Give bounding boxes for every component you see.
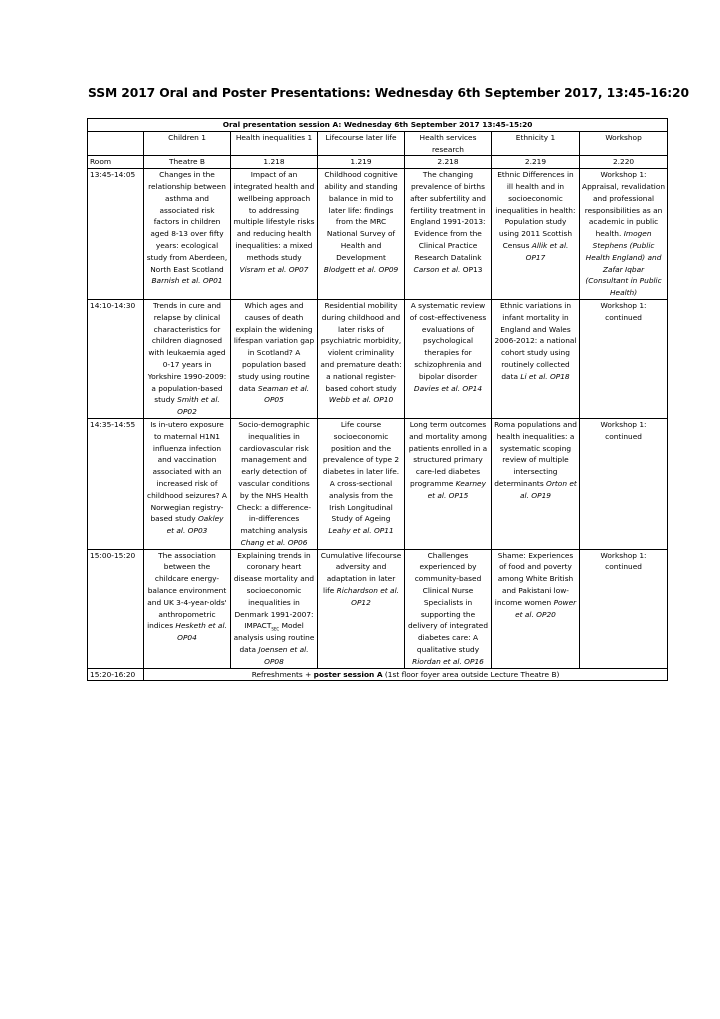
presentation-author: Allik et al. OP17 (525, 240, 569, 262)
presentation-cell (492, 169, 580, 300)
time-cell: 14:35-14:55 (88, 418, 144, 549)
room-cell: Theatre B (144, 156, 231, 169)
presentation-title: Ethnic Differences in ill health and in socioeconomic inequalities in health: Population study using 2011 Scottish Census (495, 170, 576, 250)
schedule-table (87, 118, 668, 681)
presentation-cell (580, 418, 668, 549)
presentation-author: Richardson et al. OP12 (336, 586, 399, 607)
presentation-cell (144, 418, 231, 549)
column-header: Ethnicity 1 (492, 131, 580, 156)
presentation-cell (231, 418, 318, 549)
presentation-title: Workshop 1: Appraisal, revalidation and professional responsibilities as an academic in public health. (582, 170, 666, 239)
time-cell: 13:45-14:05 (88, 169, 144, 300)
presentation-title: Roma populations and health inequalities: a systematic scoping review of multiple intersecting determinants (494, 419, 577, 488)
presentation-title: Challenges experienced by community-based Clinical Nurse Specialists in supporting the delivery of integrated diabetes care: A qualitative study (407, 550, 489, 655)
presentation-cell (318, 549, 405, 668)
presentation-cell (492, 549, 580, 668)
presentation-cell (492, 299, 580, 418)
poster-session-label: poster session A (313, 669, 383, 679)
presentation-author: Visram et al. OP07 (239, 264, 309, 274)
presentation-title: Workshop 1: continued (600, 419, 647, 441)
presentation-author: Oakley et al. OP03 (166, 514, 224, 536)
refreshments-text: Refreshments + (251, 669, 314, 679)
presentation-author: Seaman et al. OP05 (257, 383, 310, 405)
column-header: Lifecourse later life (318, 131, 405, 156)
header-empty-cell (88, 131, 144, 156)
presentation-title: Life course socioeconomic position and the prevalence of type 2 diabetes in later life. A cross-sectional analysis from the Irish Longitudinal Study of Ageing (322, 419, 400, 524)
presentation-author: Power et al. OP20 (515, 597, 577, 619)
column-header: Workshop (580, 131, 668, 156)
presentation-cell (231, 549, 318, 668)
presentation-title: The changing prevalence of births after subfertility and fertility treatment in England 1991-2013: Evidence from the Clinical Practice Research Datalink (410, 170, 486, 262)
presentation-cell (318, 299, 405, 418)
presentation-author: Joensen et al. OP08 (258, 645, 309, 666)
presentation-cell (318, 418, 405, 549)
presentation-cell (231, 169, 318, 300)
presentation-title: Workshop 1: continued (600, 300, 647, 322)
column-header: Children 1 (144, 131, 231, 156)
column-header: Health inequalities 1 (231, 131, 318, 156)
presentation-title: Is in-utero exposure to maternal H1N1 influenza infection and vaccination associated with an increased risk of childhood seizures? A Norwegian registry-based study (147, 419, 227, 524)
page-title: SSM 2017 Oral and Poster Presentations: Wednesday 6th September 2017, 13:45-16:20 (88, 86, 689, 100)
presentation-title-cont: Model analysis using routine data (233, 621, 315, 655)
table-row (88, 299, 668, 418)
refreshments-location: (1st floor foyer area outside Lecture Theatre B) (382, 669, 560, 679)
room-label: Room (88, 156, 144, 169)
time-cell: 15:00-15:20 (88, 549, 144, 668)
room-cell: 2.220 (580, 156, 668, 169)
presentation-author: Leahy et al. OP11 (328, 526, 394, 536)
presentation-title: Ethnic variations in infant mortality in England and Wales 2006-2012: a national cohort study using routinely collected data (494, 300, 577, 381)
table-row (88, 169, 668, 300)
presentation-title: A systematic review of cost-effectiveness evaluations of psychological therapies for schizophrenia and bipolar disorder (409, 300, 487, 381)
presentation-title: Cumulative lifecourse adversity and adaptation in later life (320, 550, 402, 596)
presentation-title: Which ages and causes of death explain the widening lifespan variation gap in Scotland? A population based study using routine data (233, 300, 315, 393)
room-cell: 2.218 (405, 156, 492, 169)
presentation-title: Long term outcomes and mortality among patients enrolled in a structured primary care-led diabetes programme (408, 419, 488, 488)
presentation-title: Residential mobility during childhood and later risks of psychiatric morbidity, violent criminality and premature death: a national register-based cohort study (320, 300, 402, 393)
presentation-cell (580, 549, 668, 668)
presentation-title: Childhood cognitive ability and standing balance in mid to later life: findings from the MRC National Survey of Health and Development (324, 170, 398, 262)
presentation-title: Changes in the relationship between asthma and associated risk factors in children aged 8-13 over fifty years: ecological study from Aberdeen, North East Scotland (146, 170, 228, 274)
presentation-cell (405, 299, 492, 418)
presentation-cell (580, 299, 668, 418)
column-header: Health services research (405, 131, 492, 156)
presentation-cell (231, 299, 318, 418)
room-cell: 1.218 (231, 156, 318, 169)
presentation-code: OP13 (460, 264, 483, 274)
presentation-title: Explaining trends in coronary heart disease mortality and socioeconomic inequalities in Denmark 1991-2007: IMPACT (233, 550, 315, 631)
presentation-cell (405, 418, 492, 549)
table-row (88, 418, 668, 549)
presentation-author: Davies et al. OP14 (413, 383, 483, 393)
presentation-cell (492, 418, 580, 549)
presentation-title: Socio-demographic inequalities in cardiovascular risk management and early detection of vascular conditions by the NHS Health Check: a difference-in-differences matching analysis (236, 419, 312, 536)
presentation-author: Kearney et al. OP15 (427, 478, 486, 500)
presentation-author: Blodgett et al. OP09 (323, 264, 399, 274)
presentation-author: Barnish et al. OP01 (151, 276, 223, 286)
subscript: SEC (271, 626, 280, 632)
presentation-cell (405, 549, 492, 668)
room-cell: 2.219 (492, 156, 580, 169)
presentation-title: Impact of an integrated health and wellbeing approach to addressing multiple lifestyle risks and reducing health inequalities: a mixed methods study (233, 170, 315, 262)
room-cell: 1.219 (318, 156, 405, 169)
table-row (88, 549, 668, 668)
presentation-title: Trends in cure and relapse by clinical characteristics for children diagnosed with leukaemia aged 0-17 years in Yorkshire 1990-2009: a population-based study (147, 300, 227, 405)
presentation-title: The association between the childcare energy-balance environment and UK 3-4-year-olds' anthropometric indices (147, 550, 227, 631)
time-cell: 15:20-16:20 (88, 668, 144, 681)
presentation-cell (144, 549, 231, 668)
presentation-author: Imogen Stephens (Public Health England) and Zafar Iqbar (Consultant in Public Health) (585, 229, 662, 298)
presentation-author: Smith et al. OP02 (177, 395, 220, 417)
presentation-title: Workshop 1: continued (600, 550, 647, 572)
presentation-author: Riordan et al. OP16 (412, 656, 484, 666)
presentation-cell (580, 169, 668, 300)
presentation-cell (318, 169, 405, 300)
time-cell: 14:10-14:30 (88, 299, 144, 418)
session-heading: Oral presentation session A: Wednesday 6th September 2017 13:45-15:20 (88, 119, 668, 132)
presentation-author: Hesketh et al. OP04 (175, 621, 227, 643)
presentation-cell (144, 299, 231, 418)
presentation-author: Orton et al. OP19 (520, 478, 577, 500)
presentation-author: Li et al. OP18 (520, 371, 570, 381)
table-row (88, 668, 668, 681)
presentation-author: Carson et al. (413, 264, 461, 274)
presentation-cell (144, 169, 231, 300)
presentation-author: Chang et al. OP06 (240, 537, 308, 547)
refreshments-cell (144, 668, 668, 681)
presentation-author: Webb et al. OP10 (328, 395, 394, 405)
presentation-title: Shame: Experiences of food and poverty among White British and Pakistani low-income women (494, 550, 574, 607)
presentation-cell (405, 169, 492, 300)
